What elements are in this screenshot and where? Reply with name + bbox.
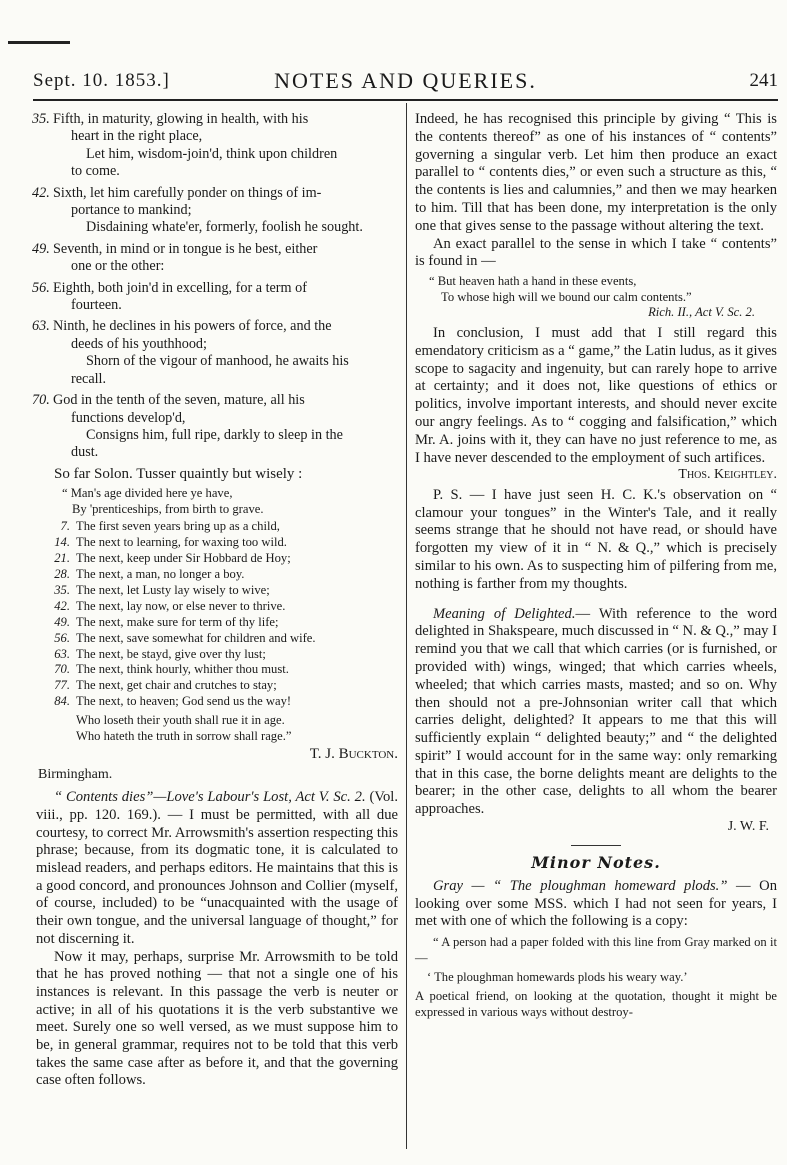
stage-line: Shorn of the vigour of manhood, he awaits his bbox=[86, 353, 349, 370]
tusser-age: 21. bbox=[54, 551, 70, 566]
delighted-title: Meaning of Delighted. bbox=[433, 605, 576, 622]
stage-number: 56. bbox=[32, 279, 50, 296]
tusser-age: 42. bbox=[54, 598, 70, 613]
stage-line: portance to mankind; bbox=[71, 202, 192, 219]
signature-jwf: J. W. F. bbox=[727, 819, 769, 835]
stage-number: 70. bbox=[32, 392, 50, 409]
gray-quote-1: “ A person had a paper folded with this line from Gray marked on it — bbox=[415, 935, 777, 965]
stage-line: Seventh, in mind or in tongue is he best, either bbox=[53, 240, 318, 257]
stage-line: Sixth, let him carefully ponder on things of im- bbox=[53, 184, 322, 201]
tusser-intro-line: By 'prenticeships, from birth to grave. bbox=[72, 501, 264, 516]
page-header bbox=[33, 66, 778, 96]
richard-quote bbox=[415, 274, 777, 321]
tusser-line: The next, keep under Sir Hobbard de Hoy; bbox=[76, 551, 291, 566]
tusser-line: The next, let Lusty lay wisely to wive; bbox=[76, 582, 270, 597]
solon-stage bbox=[32, 318, 398, 388]
tusser-row bbox=[36, 535, 398, 551]
journal-title: NOTES AND QUERIES. bbox=[274, 68, 537, 93]
tusser-age: 84. bbox=[54, 694, 70, 709]
solon-stage bbox=[32, 392, 398, 462]
tusser-close-line: Who hateth the truth in sorrow shall rage.” bbox=[76, 728, 292, 743]
section-rule bbox=[571, 845, 621, 846]
tusser-row bbox=[36, 583, 398, 599]
tusser-close-line: Who loseth their youth shall rue it in age. bbox=[76, 713, 285, 728]
stage-line: Disdaining whate'er, formerly, foolish he sought. bbox=[86, 219, 363, 236]
quote-line: To whose high will we bound our calm contents.” bbox=[441, 289, 692, 304]
solon-line: So far Solon. Tusser quaintly but wisely : bbox=[54, 465, 303, 482]
solon-stages bbox=[32, 111, 398, 462]
tusser-line: The next, think hourly, whither thou must. bbox=[76, 662, 289, 677]
tusser-age: 35. bbox=[54, 582, 70, 597]
tusser-row bbox=[36, 647, 398, 663]
tusser-list bbox=[36, 519, 398, 710]
tusser-line: The next, save somewhat for children and wife. bbox=[76, 630, 316, 645]
page-number: 241 bbox=[749, 70, 778, 91]
tusser-row bbox=[36, 631, 398, 647]
minor-notes-heading: Minor Notes. bbox=[531, 853, 661, 873]
tusser-line: The next, to heaven; God send us the way! bbox=[76, 694, 292, 709]
stage-number: 35. bbox=[32, 111, 50, 127]
solon-stage bbox=[32, 111, 398, 181]
quote-line: “ But heaven hath a hand in these events, bbox=[429, 274, 637, 289]
tusser-row bbox=[36, 615, 398, 631]
tusser-age: 77. bbox=[54, 678, 70, 693]
gray-paragraph bbox=[415, 878, 777, 931]
tusser-age: 56. bbox=[54, 630, 70, 645]
tusser-intro-line: “ Man's age divided here ye have, bbox=[62, 486, 233, 501]
tusser-age: 70. bbox=[54, 662, 70, 677]
signature-keightley: Thos. Keightley. bbox=[678, 467, 777, 483]
gray-quote-3: A poetical friend, on looking at the quotation, thought it might be expressed in various ways without destroy- bbox=[415, 989, 777, 1019]
stage-line: to come. bbox=[71, 163, 120, 180]
solon-stage bbox=[32, 279, 398, 315]
stage-line: heart in the right place, bbox=[71, 128, 203, 145]
tusser-line: The next, be stayd, give over thy lust; bbox=[76, 646, 266, 661]
stage-line: one or the other: bbox=[71, 258, 165, 275]
tusser-intro bbox=[36, 486, 398, 517]
postscript-paragraph: P. S. — I have just seen H. C. K.'s observation on “ clamour your tongues” in the Winter's Tale, and it really seems strange that he should not have read, or should have forgotten my view of it in “ N. & Q.,” which is precisely similar to his own. As to suspecting him of pilfering from me, nothing is farther from my thoughts. bbox=[415, 486, 777, 592]
stage-line: Consigns him, full ripe, darkly to sleep in the bbox=[86, 426, 343, 443]
stage-line: Ninth, he declines in his powers of force, and the bbox=[53, 318, 332, 335]
tusser-age: 14. bbox=[54, 535, 70, 550]
stage-line: recall. bbox=[71, 370, 107, 387]
tusser-age: 49. bbox=[54, 614, 70, 629]
tusser-row bbox=[36, 519, 398, 535]
solon-stage bbox=[32, 240, 398, 276]
column-divider bbox=[406, 103, 407, 1149]
tusser-close bbox=[36, 713, 398, 744]
stage-number: 49. bbox=[32, 240, 50, 257]
stage-line: functions develop'd, bbox=[71, 409, 186, 426]
stage-number: 42. bbox=[32, 184, 50, 201]
arrowsmith-paragraph: Now it may, perhaps, surprise Mr. Arrowsmith to be told that he has proved nothing — that not a single one of his instances is relevant. In this passage the verb is neuter or active; in all of his quotations it is the verb substantive we meet. Surely one so well versed, as we must suppose him to be, in general grammar, requires not to be told that this verb takes the same case after as before it, and that the governing case often follows. bbox=[36, 948, 398, 1089]
right-column bbox=[415, 111, 777, 1020]
tusser-line: The next to learning, for waxing too wild. bbox=[76, 535, 287, 550]
place-birmingham: Birmingham. bbox=[38, 766, 113, 782]
tusser-line: The next, get chair and crutches to stay; bbox=[76, 678, 277, 693]
issue-date: Sept. 10. 1853.] bbox=[33, 70, 170, 91]
corner-rule bbox=[8, 41, 70, 44]
contents-dies-paragraph bbox=[36, 789, 398, 948]
stage-number: 63. bbox=[32, 318, 50, 335]
tusser-line: The next, lay now, or else never to thrive. bbox=[76, 598, 286, 613]
contents-dies-text: (Vol. viii., pp. 120. 169.). — I must be permitted, with all due courtesy, to correct Mr. Arrowsmith's assertion respecting this phrase; because, from its dogmatic tone, it is calculated to mislead readers, and perhaps editors. He maintains that this is a good concord, and pronounces Johnson and Collier (myself, of course, included) to be “unacquainted with the usage of their own tongue, and the universal language of thought,” for not discerning it. bbox=[36, 789, 398, 947]
delighted-paragraph bbox=[415, 606, 777, 820]
signature-buckton: T. J. Buckton. bbox=[309, 746, 398, 763]
tusser-row bbox=[36, 567, 398, 583]
gray-title: Gray — “ The ploughman homeward plods.” bbox=[433, 877, 728, 894]
gray-quote-2: ‘ The ploughman homewards plods his weary way.’ bbox=[427, 970, 688, 985]
gray-text: — On looking over some MSS. which I had not seen for years, I met with one of which the following is a copy: bbox=[415, 877, 777, 930]
conclusion-paragraph: In conclusion, I must add that I still regard this emendatory criticism as a “ game,” the Latin ludus, as it gives scope to sagacity and ingenuity, but can rarely hope to arrive at certainty; and it does not, like questions of ethics or politics, involve important interests, and should never excite our angry feelings. As to “ cogging and falsification,” which Mr. A. joins with it, they can have no just reference to me, as I have never descended to the employment of such artifices. bbox=[415, 324, 777, 466]
tusser-row bbox=[36, 599, 398, 615]
tusser-age: 63. bbox=[54, 646, 70, 661]
stage-line: fourteen. bbox=[71, 297, 122, 314]
tusser-row bbox=[36, 662, 398, 678]
sense-paragraph: An exact parallel to the sense in which I take “ contents” is found in — bbox=[415, 235, 777, 270]
solon-stage bbox=[32, 184, 398, 237]
stage-line: Fifth, in maturity, glowing in health, with his bbox=[53, 111, 309, 127]
header-rule bbox=[33, 99, 778, 101]
exact-parallel-paragraph: Indeed, he has recognised this principle by giving “ This is the contents thereof” as one of his instances of “ contents” governing a singular verb. Let him then produce an exact parallel to “ contents dies,” or even such a structure as this, “ the contents is lies and calumnies,” and then we may hearken to him. Till that has been done, my interpretation is the only one that gives sense to the passage without altering the text. bbox=[415, 111, 777, 234]
stage-line: deeds of his youthhood; bbox=[71, 335, 207, 352]
tusser-row bbox=[36, 678, 398, 694]
tusser-row bbox=[36, 694, 398, 710]
tusser-line: The next, make sure for term of thy life; bbox=[76, 614, 279, 629]
tusser-line: The first seven years bring up as a child, bbox=[76, 519, 280, 534]
tusser-row bbox=[36, 551, 398, 567]
quote-citation: Rich. II., Act V. Sc. 2. bbox=[648, 305, 755, 320]
delighted-text: — With reference to the word delighted in Shakspeare, much discussed in “ N. & Q.,” may I remind you that we call that which carries (or is furnished, or provided with) wings, winged; that which carries wheels, wheeled; that which carries masts, masted; and so on. Why then should not a pre-Johnsonian writer call that which carries delight, delighted? It appears to me that this will sufficiently explain “ delighted beauty;” and “ the delighted spirit” I would account for in the same way: only remarking that in this case, the borne delights meant are delights to the bearer; in the other case, delights to all whom the bearer approaches. bbox=[415, 605, 777, 818]
contents-dies-title: “ Contents dies”—Love's Labour's Lost, Act V. Sc. 2. bbox=[54, 789, 366, 806]
stage-line: dust. bbox=[71, 444, 99, 461]
left-column bbox=[32, 111, 398, 1090]
stage-line: Eighth, both join'd in excelling, for a term of bbox=[53, 279, 307, 296]
stage-line: God in the tenth of the seven, mature, all his bbox=[53, 392, 305, 409]
tusser-age: 7. bbox=[60, 519, 70, 534]
tusser-age: 28. bbox=[54, 567, 70, 582]
tusser-line: The next, a man, no longer a boy. bbox=[76, 567, 245, 582]
stage-line: Let him, wisdom-join'd, think upon children bbox=[86, 145, 338, 162]
